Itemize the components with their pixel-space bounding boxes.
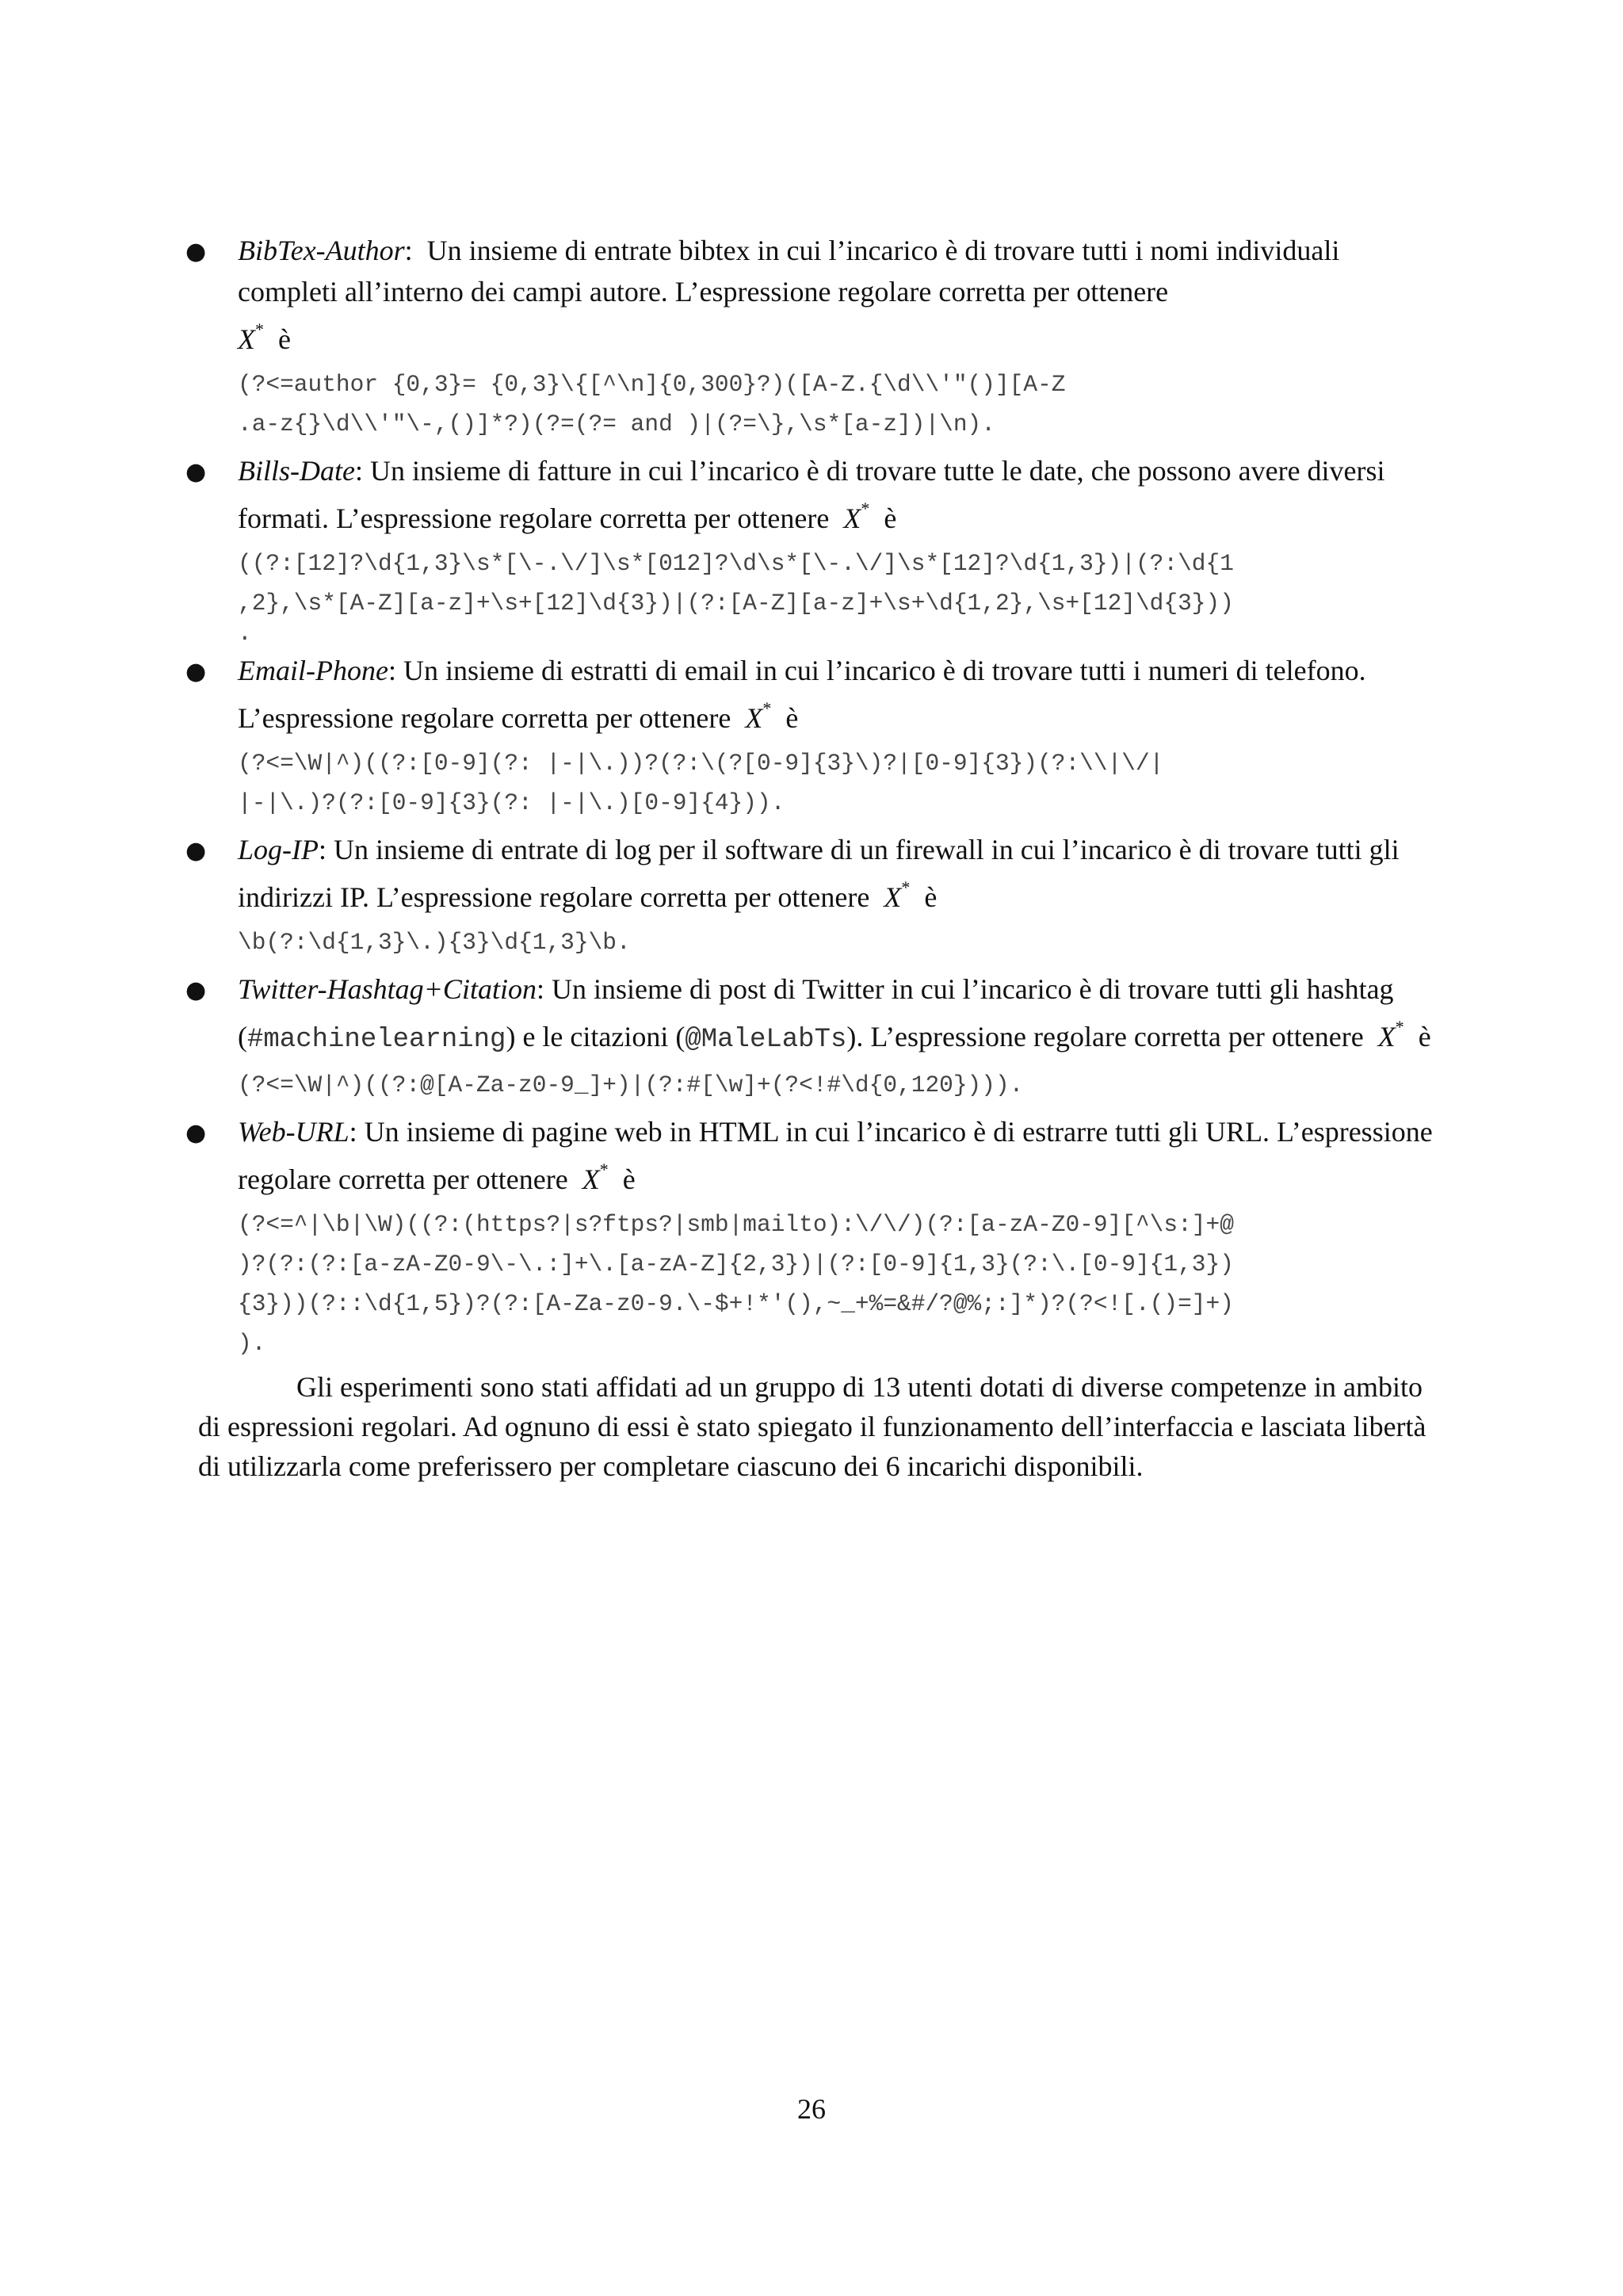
- page-number: 26: [797, 2093, 826, 2125]
- regex-code: [238, 1065, 1442, 1105]
- regex-code: [238, 743, 1442, 823]
- regex-line: (?<=\W|^)((?:[0-9](?: |-|\.))?(?:\(?[0-9]{3}\)?|[0-9]{3})(?:\\|\/|: [238, 750, 1164, 777]
- task-text-mid: ) e le citazioni (: [506, 1021, 685, 1052]
- x-star-symbol: X*: [843, 499, 870, 534]
- x-star-symbol: X*: [884, 877, 911, 913]
- x-star-symbol: X*: [1377, 1017, 1404, 1052]
- item-description: Email-Phone: Un insieme di estratti di email in cui l’incarico è di trovare tutti i numeri di telefono. L’espressione regolare corretta per ottenere X* è: [238, 655, 1366, 734]
- item-description: Bills-Date: Un insieme di fatture in cui l’incarico è di trovare tutte le date, che possono avere diversi formati. L’espressione regolare corretta per ottenere X* è: [238, 455, 1385, 534]
- task-text-end: è: [924, 881, 938, 913]
- task-text-tail: ). L’espressione regolare corretta per ottenere: [846, 1021, 1364, 1052]
- task-text: Un insieme di post di Twitter in cui l’incarico è di trovare tutti gli hashtag (: [238, 973, 1394, 1052]
- regex-line: {3}))(?::\d{1,5})?(?:[A-Za-z0-9.\-$+!*'(),~_+%=&#/?@%;:]*)?(?<![.()=]+): [238, 1290, 1234, 1317]
- regex-code: [238, 923, 1442, 962]
- task-text: Un insieme di estratti di email in cui l’incarico è di trovare tutti i numeri di telefono. L’espressione regolare corretta per ottenere: [238, 655, 1366, 734]
- regex-line: .: [238, 620, 252, 647]
- regex-code: [238, 544, 1442, 647]
- regex-line: (?<=author {0,3}= {0,3}\{[^\n]{0,300}?)([A-Z.{\d\\'"()][A-Z: [238, 371, 1066, 398]
- regex-line: (?<=^|\b|\W)((?:(https?|s?ftps?|smb|mailto):\/\/)(?:[a-zA-Z0-9][^\s:]+@: [238, 1211, 1234, 1238]
- x-star-symbol: X*: [582, 1159, 609, 1195]
- task-name: BibTex-Author: [238, 235, 405, 266]
- list-item-log-ip: [185, 829, 1442, 962]
- item-description: Twitter-Hashtag+Citation: Un insieme di post di Twitter in cui l’incarico è di trovare tutti gli hashtag (#machinelearning) e le citazioni (@MaleLabTs). L’espressione regolare corretta per ottenere X* è: [238, 973, 1431, 1055]
- item-description: Web-URL: Un insieme di pagine web in HTML in cui l’incarico è di estrarre tutti gli URL. L’espressione regolare corretta per ottenere X* è: [238, 1116, 1433, 1195]
- task-text-end: è: [884, 502, 897, 534]
- task-list: [185, 230, 1442, 1370]
- bullet-icon: ●: [185, 976, 207, 1004]
- task-name: Twitter-Hashtag+Citation: [238, 973, 537, 1005]
- task-text-end: è: [785, 702, 799, 734]
- regex-line: ((?:[12]?\d{1,3}\s*[\-.\/]\s*[012]?\d\s*[\-.\/]\s*[12]?\d{1,3})|(?:\d{1: [238, 550, 1234, 577]
- bullet-icon: ●: [185, 458, 207, 486]
- item-description: Log-IP: Un insieme di entrate di log per il software di un firewall in cui l’incarico è di trovare tutti gli indirizzi IP. L’espressione regolare corretta per ottenere X* è: [238, 834, 1400, 913]
- x-star-symbol: X*: [238, 319, 264, 355]
- task-text-end: è: [278, 323, 291, 355]
- task-name: Web-URL: [238, 1116, 349, 1148]
- list-item-email-phone: [185, 650, 1442, 823]
- citation-example: @MaleLabTs: [685, 1025, 847, 1055]
- bullet-icon: ●: [185, 238, 207, 266]
- list-item-web-url: [185, 1111, 1442, 1363]
- regex-code: [238, 1205, 1442, 1363]
- regex-line: ,2},\s*[A-Z][a-z]+\s+[12]\d{3})|(?:[A-Z][a-z]+\s+\d{1,2},\s+[12]\d{3})): [238, 590, 1234, 617]
- task-text-end: è: [622, 1163, 636, 1195]
- regex-line: \b(?:\d{1,3}\.){3}\d{1,3}\b.: [238, 929, 631, 956]
- regex-line: |-|\.)?(?:[0-9]{3}(?: |-|\.)[0-9]{4})).: [238, 789, 785, 816]
- regex-line: ).: [238, 1330, 266, 1357]
- task-text: Un insieme di entrate bibtex in cui l’incarico è di trovare tutti i nomi individuali completi all’interno dei campi autore. L’espressione regolare corretta per ottenere: [238, 235, 1340, 308]
- list-item-twitter-hashtag-citation: [185, 968, 1442, 1105]
- bullet-icon: ●: [185, 658, 207, 686]
- task-name: Log-IP: [238, 834, 319, 865]
- regex-line: .a-z{}\d\\'"\-,()]*?)(?=(?= and )|(?=\},\s*[a-z])|\n).: [238, 411, 995, 437]
- task-text: Un insieme di entrate di log per il software di un firewall in cui l’incarico è di trovare tutti gli indirizzi IP. L’espressione regolare corretta per ottenere: [238, 834, 1400, 913]
- task-name: Bills-Date: [238, 455, 355, 487]
- regex-line: )?(?:(?:[a-zA-Z0-9\-\.:]+\.[a-zA-Z]{2,3})|(?:[0-9]{1,3}(?:\.[0-9]{1,3}): [238, 1251, 1234, 1278]
- task-name: Email-Phone: [238, 655, 388, 686]
- task-text: Un insieme di pagine web in HTML in cui l’incarico è di estrarre tutti gli URL. L’espressione regolare corretta per ottenere: [238, 1116, 1433, 1195]
- body-paragraph: Gli esperimenti sono stati affidati ad un gruppo di 13 utenti dotati di diverse competenze in ambito di espressioni regolari. Ad ognuno di essi è stato spiegato il funzionamento dell’interfaccia e lasciata libertà di utilizzarla come preferissero per completare ciascuno dei 6 incarichi disponibili.: [198, 1371, 1426, 1482]
- hashtag-example: #machinelearning: [247, 1025, 506, 1055]
- regex-line: (?<=\W|^)((?:@[A-Za-z0-9_]+)|(?:#[\w]+(?<!#\d{0,120}))).: [238, 1072, 1024, 1098]
- task-text: Un insieme di fatture in cui l’incarico è di trovare tutte le date, che possono avere diversi formati. L’espressione regolare corretta per ottenere: [238, 455, 1385, 534]
- regex-code: [238, 365, 1442, 444]
- x-star-symbol: X*: [745, 698, 772, 734]
- bullet-icon: ●: [185, 837, 207, 865]
- bullet-icon: ●: [185, 1119, 207, 1147]
- list-item-bills-date: [185, 450, 1442, 647]
- item-description: BibTex-Author: Un insieme di entrate bibtex in cui l’incarico è di trovare tutti i nomi individuali completi all’interno dei campi autore. L’espressione regolare corretta per ottenere X* è: [238, 235, 1340, 355]
- task-text-end: è: [1418, 1021, 1431, 1052]
- list-item-bibtex-author: [185, 230, 1442, 444]
